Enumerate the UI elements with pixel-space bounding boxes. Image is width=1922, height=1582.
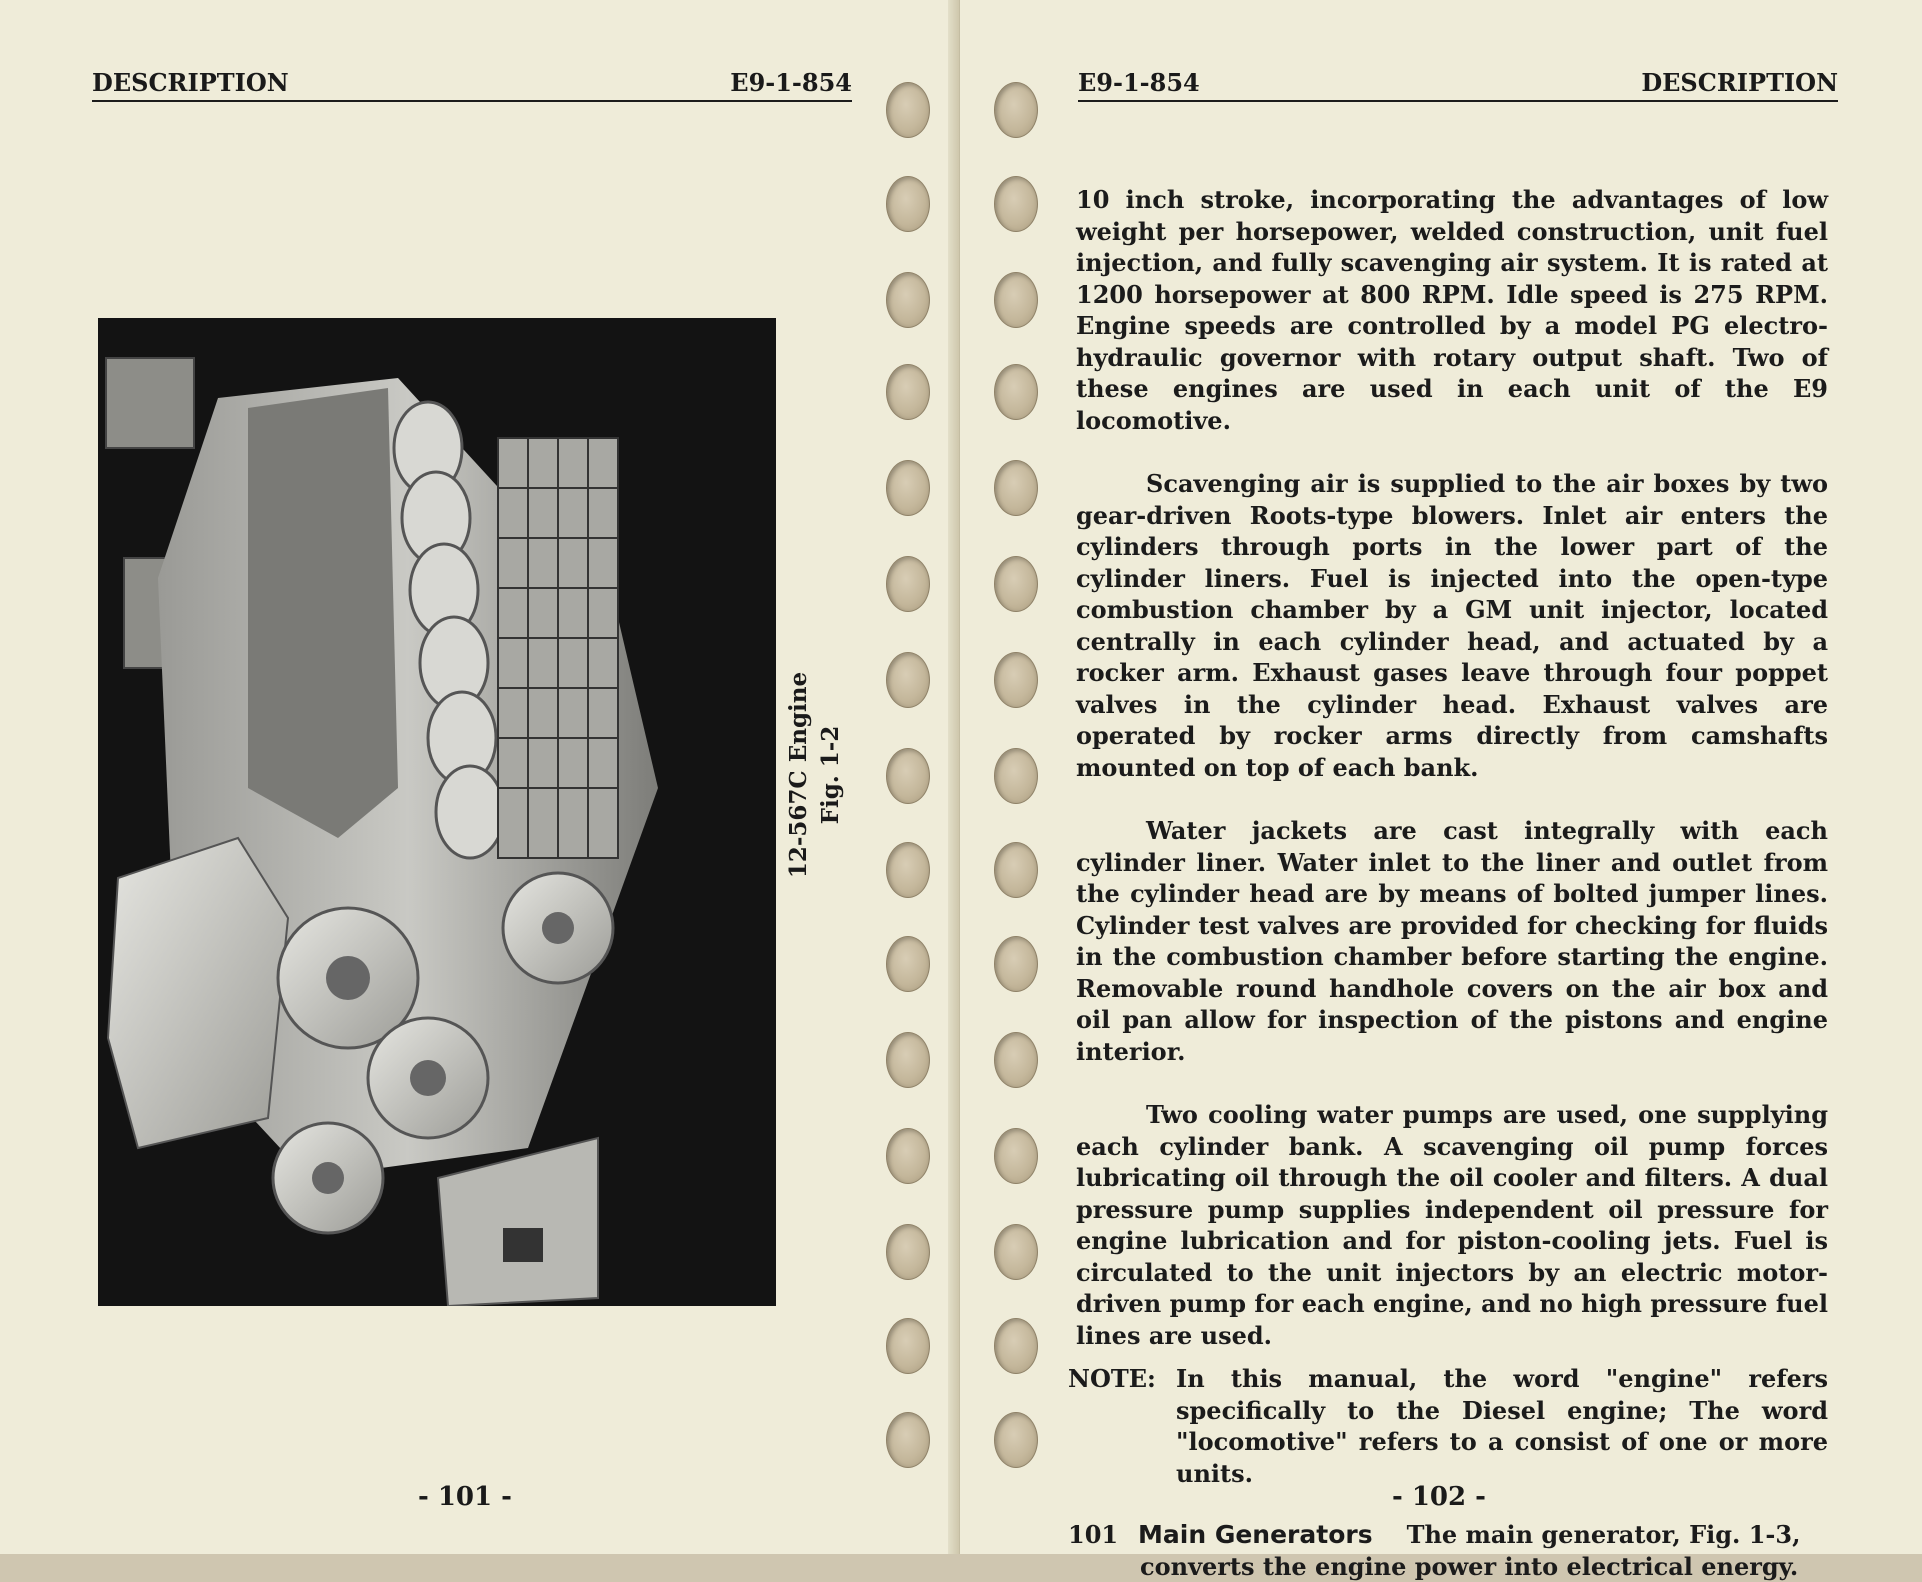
paragraph-cooling-pumps: Two cooling water pumps are used, one supplying each cylinder bank. A scavenging oil pump forces lubricating oil through the oil cooler and filters. A dual pressure pump supplies independent oil pressure for engine lubrication and for piston-cooling jets. Fuel is circulated to the unit injectors by an electric motor-driven pump for each engine, and no high pressure fuel lines are used.	[1076, 1099, 1828, 1351]
section-number: 101	[1068, 1519, 1138, 1551]
binding-hole	[886, 364, 930, 420]
engine-photo	[98, 318, 776, 1306]
binding-hole	[994, 364, 1038, 420]
right-header-doc-number: E9-1-854	[1078, 68, 1200, 97]
binding-hole	[994, 1318, 1038, 1374]
binding-hole	[886, 176, 930, 232]
note-block	[1068, 1363, 1828, 1489]
left-binding-holes	[886, 0, 946, 1554]
binding-hole	[886, 82, 930, 138]
binding-hole	[886, 748, 930, 804]
section-title: Main Generators	[1138, 1519, 1373, 1551]
binding-hole	[886, 460, 930, 516]
left-page	[0, 0, 960, 1554]
note-label: NOTE:	[1068, 1363, 1176, 1489]
binding-hole	[886, 1128, 930, 1184]
left-header-section: DESCRIPTION	[92, 68, 289, 97]
binding-hole	[994, 936, 1038, 992]
binding-hole	[994, 1224, 1038, 1280]
paragraph-water-jackets: Water jackets are cast integrally with each cylinder liner. Water inlet to the liner and outlet from the cylinder head are by means of bolted jumper lines. Cylinder test valves are provided for checking for fluids in the combustion chamber before starting the engine. Removable round handhole covers on the air box and oil pan allow for inspection of the pistons and engine interior.	[1076, 815, 1828, 1067]
binding-hole	[994, 652, 1038, 708]
right-header-section: DESCRIPTION	[1641, 68, 1838, 97]
binding-hole	[994, 460, 1038, 516]
section-heading-main-generators	[1068, 1519, 1828, 1551]
binding-hole	[994, 1128, 1038, 1184]
binding-hole	[994, 82, 1038, 138]
binding-hole	[994, 748, 1038, 804]
binding-hole	[886, 652, 930, 708]
engine-illustration	[98, 318, 776, 1306]
left-header-doc-number: E9-1-854	[730, 68, 852, 97]
binding-hole	[994, 842, 1038, 898]
binding-hole	[994, 556, 1038, 612]
binding-hole	[994, 176, 1038, 232]
right-page-number: - 102 -	[1392, 1482, 1486, 1512]
binding-hole	[886, 1224, 930, 1280]
caption-figure-number: Fig. 1-2	[815, 672, 847, 878]
binding-hole	[886, 1412, 930, 1468]
section-text-line1: The main generator, Fig. 1-3,	[1407, 1519, 1801, 1551]
caption-title: 12-567C Engine	[783, 672, 815, 878]
binding-hole	[994, 272, 1038, 328]
binding-hole	[886, 936, 930, 992]
binding-hole	[886, 842, 930, 898]
binding-hole	[886, 1318, 930, 1374]
note-text: In this manual, the word "engine" refers specifically to the Diesel engine; The word "locomotive" refers to a consist of one or more units.	[1176, 1363, 1828, 1489]
figure-caption	[760, 655, 870, 895]
binding-hole	[994, 1032, 1038, 1088]
left-page-header	[92, 68, 852, 102]
paragraph-scavenging-air: Scavenging air is supplied to the air boxes by two gear-driven Roots-type blowers. Inlet air enters the cylinders through ports in the lower part of the cylinder liners. Fuel is injected into the open-type combustion chamber by a GM unit injector, located centrally in each cylinder head, and actuated by a rocker arm. Exhaust gases leave through four poppet valves in the cylinder head. Exhaust valves are operated by rocker arms directly from camshafts mounted on top of each bank.	[1076, 468, 1828, 783]
binding-hole	[994, 1412, 1038, 1468]
binding-hole	[886, 272, 930, 328]
right-binding-holes	[994, 0, 1054, 1554]
right-page-header	[1078, 68, 1838, 102]
binding-hole	[886, 1032, 930, 1088]
section-text-line2: converts the engine power into electrical energy.	[1140, 1551, 1828, 1582]
right-page-body	[1076, 184, 1828, 1582]
left-page-number: - 101 -	[418, 1482, 512, 1512]
binding-hole	[886, 556, 930, 612]
paragraph-engine-overview: 10 inch stroke, incorporating the advantages of low weight per horsepower, welded construction, unit fuel injection, and fully scavenging air system. It is rated at 1200 horsepower at 800 RPM. Idle speed is 275 RPM. Engine speeds are controlled by a model PG electro-hydraulic governor with rotary output shaft. Two of these engines are used in each unit of the E9 locomotive.	[1076, 184, 1828, 436]
